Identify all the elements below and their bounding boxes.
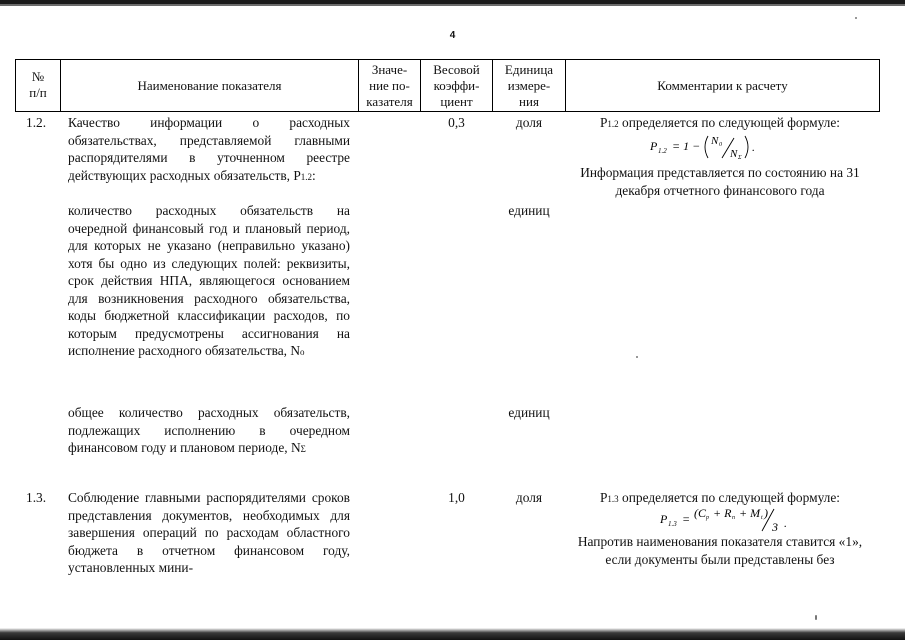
row-1-2-formula [648, 130, 778, 164]
row-n0-name: количество расходных обязательств на очередной финансовый год и плановый период, для которых не указано (неправильно указано) хотя бы одно из следующих полей: реквизиты, срок действия НПА, являющегося основанием для возникновения расходного обязательства, коды бюджетной классификации расходов, по которым предусмотрены ассигнования на исполнение расходного обязательства, No [68, 203, 350, 358]
svg-text:.: . [784, 516, 787, 530]
svg-text:P: P [650, 139, 658, 153]
formula-p12-graphic [648, 130, 778, 164]
svg-text:1.3: 1.3 [668, 520, 677, 528]
header-weight-coefficient: Весовой коэффи- циент [433, 62, 480, 109]
table-border-right [879, 59, 880, 112]
formula-p13-graphic [658, 503, 798, 535]
table-border-top [15, 59, 879, 60]
row-1-2-number: 1.2. [26, 115, 47, 130]
row-1-2-weight: 0,3 [448, 115, 465, 130]
svg-text:): ) [764, 506, 768, 520]
row-1-3-formula [658, 503, 798, 535]
svg-text:0: 0 [719, 142, 722, 148]
scan-speck [636, 356, 638, 358]
svg-text:.: . [752, 140, 755, 154]
svg-text:t: t [761, 515, 763, 521]
row-1-3-weight: 1,0 [448, 490, 465, 505]
header-number: № п/п [29, 69, 47, 100]
row-1-3-comment-text: Напротив наименования показателя ставится «1», если документы были представлены без [577, 534, 863, 567]
header-comment: Комментарии к расчету [657, 78, 788, 93]
scan-speck [815, 615, 817, 620]
row-n0-unit: единиц [508, 203, 550, 218]
svg-text:= 1 −: = 1 − [672, 139, 701, 153]
svg-text:3: 3 [772, 520, 778, 534]
row-1-2-formula-intro: P1.2 определяется по следующей формуле: [599, 115, 841, 130]
row-1-2-unit: доля [515, 115, 543, 130]
svg-text:+ R: + R [713, 506, 732, 520]
svg-text:N: N [711, 135, 719, 147]
svg-text:N: N [730, 148, 738, 160]
svg-text:+ M: + M [739, 506, 761, 520]
svg-text:(C: (C [694, 506, 706, 520]
svg-text:=: = [682, 512, 691, 526]
svg-text:Σ: Σ [738, 155, 742, 161]
svg-text:1.2: 1.2 [658, 147, 667, 155]
row-nsigma-name: общее количество расходных обязательств, подлежащих исполнению в очередном финансовом году и плановом периоде, NΣ [68, 405, 350, 455]
svg-text:p: p [706, 515, 709, 521]
row-1-2-comment-text: Информация представляется по состоянию на 31 декабря отчетного финансового года [580, 165, 860, 198]
svg-text:P: P [660, 512, 668, 526]
row-1-3-formula-intro: P1.3 определяется по следующей формуле: [599, 490, 841, 505]
scan-edge-top-shadow [0, 4, 905, 6]
row-nsigma-unit: единиц [508, 405, 550, 420]
row-1-3-name: Соблюдение главными распорядителями сроков представления документов, необходимых для завершения операций по расходам областного бюджета в отчетном финансовом году, установленных мини- [68, 490, 350, 575]
header-unit: Единица измере- ния [504, 62, 554, 109]
scan-speck [855, 17, 857, 19]
row-1-3-unit: доля [515, 490, 543, 505]
header-indicator-name: Наименование показателя [137, 78, 282, 93]
page-number: 4 [449, 30, 456, 41]
row-1-2-name: Качество информации о расходных обязательствах, представляемой главными распорядителями в уточненном реестре действующих расходных обязательств, P1.2: [68, 115, 350, 183]
scan-edge-bottom [0, 628, 905, 640]
svg-text:n: n [732, 515, 735, 521]
header-indicator-value: Значе- ние по- казателя [366, 62, 413, 109]
row-1-3-number: 1.3. [26, 490, 47, 505]
table-header-bottom [15, 111, 879, 112]
